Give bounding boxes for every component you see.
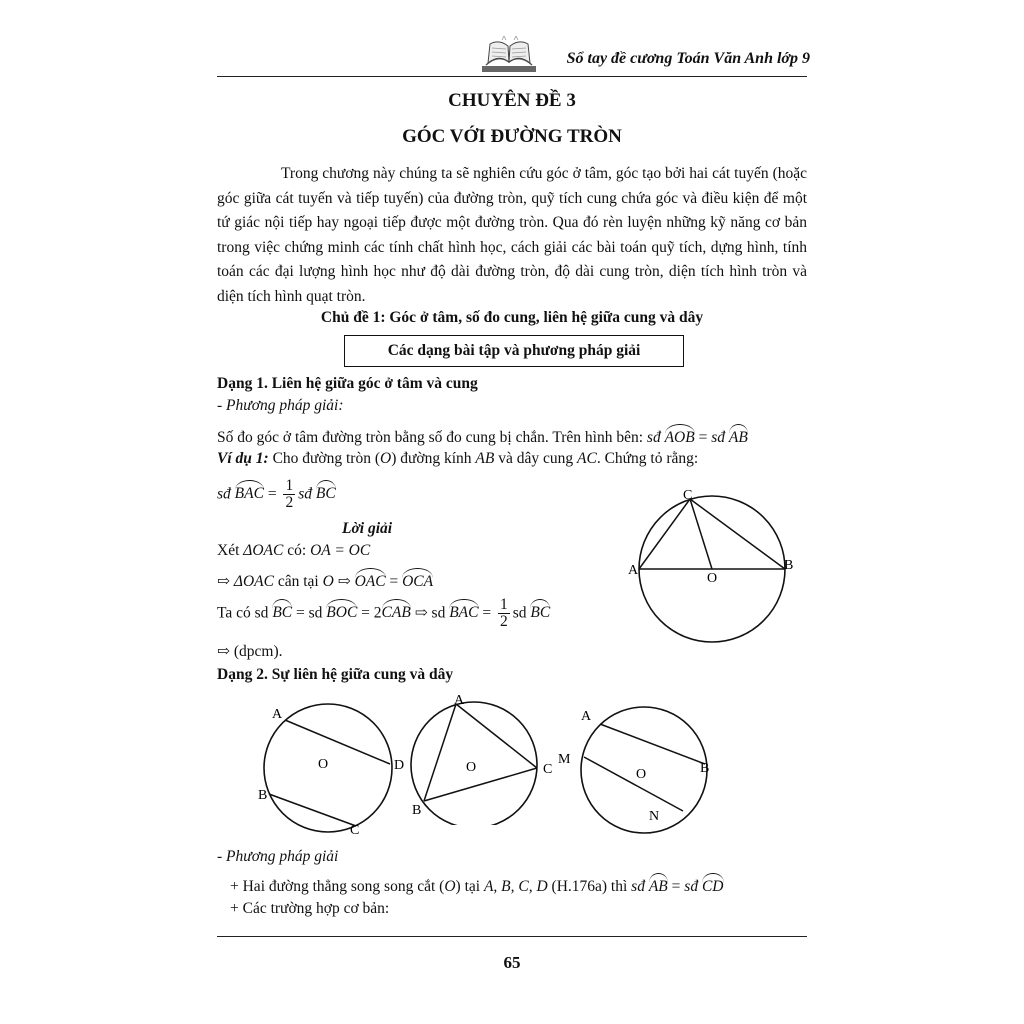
fig2a-chord-ad xyxy=(285,720,390,764)
arc-bac-2: BAC xyxy=(449,599,478,622)
sol3-c: = 2 xyxy=(361,604,382,622)
arc-ab-2: AB xyxy=(649,873,668,896)
sol2-eq: = xyxy=(389,573,399,590)
fig2b-label-o: O xyxy=(466,760,477,775)
example1-line xyxy=(217,450,698,468)
sol3-num: 1 xyxy=(500,596,508,613)
figure-2c xyxy=(555,700,725,835)
m2-o: O xyxy=(444,878,456,895)
sol3-e: = xyxy=(482,604,492,622)
arc-ab: AB xyxy=(729,424,748,447)
claim-sd1: sđ xyxy=(217,485,231,503)
intro-paragraph: Trong chương này chúng ta sẽ nghiên cứu góc ở tâm, góc tạo bởi hai cát tuyến (hoặc góc giữa cát tuyến và tiếp tuyến) của đường tròn, quỹ tích cung chứa góc và điều kiện để một tứ giác nội tiếp hay ngoại tiếp được một đường tròn. Qua đó rèn luyện những kỹ năng cơ bản trong việc chứng minh các tính chất hình học, cách giải các bài toán quỹ tích, dựng hình, tính toán các đại lượng hình học như độ dài đường tròn, độ dài cung tròn, diện tích hình tròn và diện tích hình quạt tròn. xyxy=(217,165,807,305)
fig1-label-a: A xyxy=(628,563,639,578)
rule-sd1: sđ xyxy=(646,429,661,446)
ex-var-ab: AB xyxy=(475,450,495,467)
header-rule xyxy=(217,76,807,77)
sol3-a: Ta có sd xyxy=(217,604,269,622)
sol1-a: Xét xyxy=(217,542,240,559)
arc-aob: AOB xyxy=(665,424,695,447)
topic-heading: Chủ đề 1: Góc ở tâm, số đo cung, liên hệ giữa cung và dây xyxy=(320,309,704,326)
claim-fraction xyxy=(283,478,295,512)
footer-rule xyxy=(217,936,807,937)
fig2a-label-d: D xyxy=(394,758,405,773)
rule-eq: = xyxy=(698,429,708,446)
sol1-triangle: ΔOAC xyxy=(243,542,284,559)
sol3-den: 2 xyxy=(500,613,508,631)
arc-bc-2: BC xyxy=(272,599,292,622)
fig1-chord-bc xyxy=(690,499,785,569)
fig1-chord-ac xyxy=(639,499,690,569)
fig1-label-o: O xyxy=(707,571,718,586)
solution-line-1 xyxy=(217,542,370,560)
fig2a-label-b: B xyxy=(258,788,268,803)
claim-den: 2 xyxy=(285,494,294,512)
m2-c: (H.176a) thì xyxy=(551,878,628,895)
ex-text-d: . Chứng tỏ rằng: xyxy=(596,450,699,467)
solution-line-4: ⇨ (dpcm). xyxy=(217,643,283,660)
arc-boc: BOC xyxy=(326,599,357,622)
sol3-fraction xyxy=(498,597,510,631)
fig2a-chord-bc xyxy=(269,794,356,826)
fig2b-label-a: A xyxy=(454,693,465,708)
sol2-o: O xyxy=(322,573,334,590)
boxed-heading xyxy=(344,335,684,367)
ex-text-c: và dây cung xyxy=(498,450,574,467)
dang2-heading: Dạng 2. Sự liên hệ giữa cung và dây xyxy=(217,666,454,683)
sol3-f: sd xyxy=(512,604,527,622)
claim-num: 1 xyxy=(285,477,294,494)
m2-sd1: sđ xyxy=(631,878,645,895)
example1-label: Ví dụ 1: xyxy=(217,450,269,467)
fig2c-chord-ab xyxy=(600,724,705,764)
method2-bullet-1 xyxy=(230,873,724,896)
fig2c-label-b: B xyxy=(700,761,710,776)
fig2c-chord-mn xyxy=(584,757,683,811)
fig2b-side-ab xyxy=(424,704,456,801)
chapter-number: CHUYÊN ĐỀ 3 xyxy=(448,90,576,111)
ex-text-b: ) đường kính xyxy=(391,450,472,467)
ex-var-ac: AC xyxy=(577,450,597,467)
m2-vars: A, B, C, D xyxy=(483,878,548,895)
page-number: 65 xyxy=(503,953,521,972)
fig2c-label-n: N xyxy=(649,809,660,824)
m2-b: ) tại xyxy=(455,878,481,895)
solution-line-3 xyxy=(217,597,550,631)
header-logo xyxy=(480,36,538,76)
rule-text: Số đo góc ở tâm đường tròn bằng số đo cung bị chắn. Trên hình bên: xyxy=(217,429,644,446)
rule-sd2: sđ xyxy=(711,429,726,446)
m2-a: + Hai đường thẳng song song cắt ( xyxy=(230,878,445,895)
header-title: Sổ tay đề cương Toán Văn Anh lớp 9 xyxy=(566,50,810,67)
dang1-rule xyxy=(217,424,748,447)
sol1-eq: OA = OC xyxy=(310,542,371,559)
sol2-arrow: ⇨ xyxy=(217,573,230,590)
fig1-label-b: B xyxy=(784,558,794,573)
arc-bac: BAC xyxy=(235,480,264,503)
sol2-b: cân tại xyxy=(277,573,319,590)
dang1-method: - Phương pháp giải: xyxy=(217,397,344,414)
arc-oac: OAC xyxy=(355,568,386,591)
fig2b-label-c: C xyxy=(543,762,553,777)
claim-eq: = xyxy=(267,485,277,503)
ex-var-o: O xyxy=(380,450,392,467)
sol3-d: ⇨ sd xyxy=(414,604,446,622)
m2-eq: = xyxy=(671,878,681,895)
fig2b-label-b: B xyxy=(412,803,422,818)
open-book-icon xyxy=(480,36,538,76)
ex-text-a: Cho đường tròn ( xyxy=(272,450,381,467)
fig2a-label-a: A xyxy=(272,707,283,722)
example1-claim xyxy=(217,478,336,512)
arc-cd: CD xyxy=(702,873,724,896)
figure-2b xyxy=(400,690,565,825)
fig2b-side-ac xyxy=(456,704,537,768)
fig2c-label-o: O xyxy=(636,767,647,782)
figure-2a xyxy=(250,698,420,843)
m2-sd2: sđ xyxy=(684,878,699,895)
fig1-radius-oc xyxy=(690,499,712,569)
dang1-heading: Dạng 1. Liên hệ giữa góc ở tâm và cung xyxy=(217,375,478,392)
fig2a-label-c: C xyxy=(350,823,360,838)
method2-bullet-2: + Các trường hợp cơ bản: xyxy=(230,900,390,917)
fig2b-side-bc xyxy=(424,768,537,801)
arc-bc-3: BC xyxy=(530,599,550,622)
sol3-b: = sd xyxy=(296,604,323,622)
method2-label: - Phương pháp giải xyxy=(217,848,339,865)
fig2a-label-o: O xyxy=(318,757,329,772)
claim-sd2: sđ xyxy=(298,485,312,503)
sol2-arrow2: ⇨ xyxy=(337,573,351,590)
fig2c-label-a: A xyxy=(581,709,592,724)
solution-title: Lời giải xyxy=(342,520,393,537)
sol2-triangle: ΔOAC xyxy=(233,573,274,590)
arc-oca: OCA xyxy=(402,568,433,591)
arc-cab: CAB xyxy=(382,599,411,622)
boxed-heading-text: Các dạng bài tập và phương pháp giải xyxy=(387,342,641,359)
solution-line-2 xyxy=(217,568,433,591)
figure-1 xyxy=(620,482,810,662)
fig1-label-c: C xyxy=(683,488,693,503)
arc-bc: BC xyxy=(316,480,336,503)
chapter-title: GÓC VỚI ĐƯỜNG TRÒN xyxy=(402,126,622,147)
fig2c-label-m: M xyxy=(558,752,571,767)
sol1-b: có: xyxy=(287,542,307,559)
